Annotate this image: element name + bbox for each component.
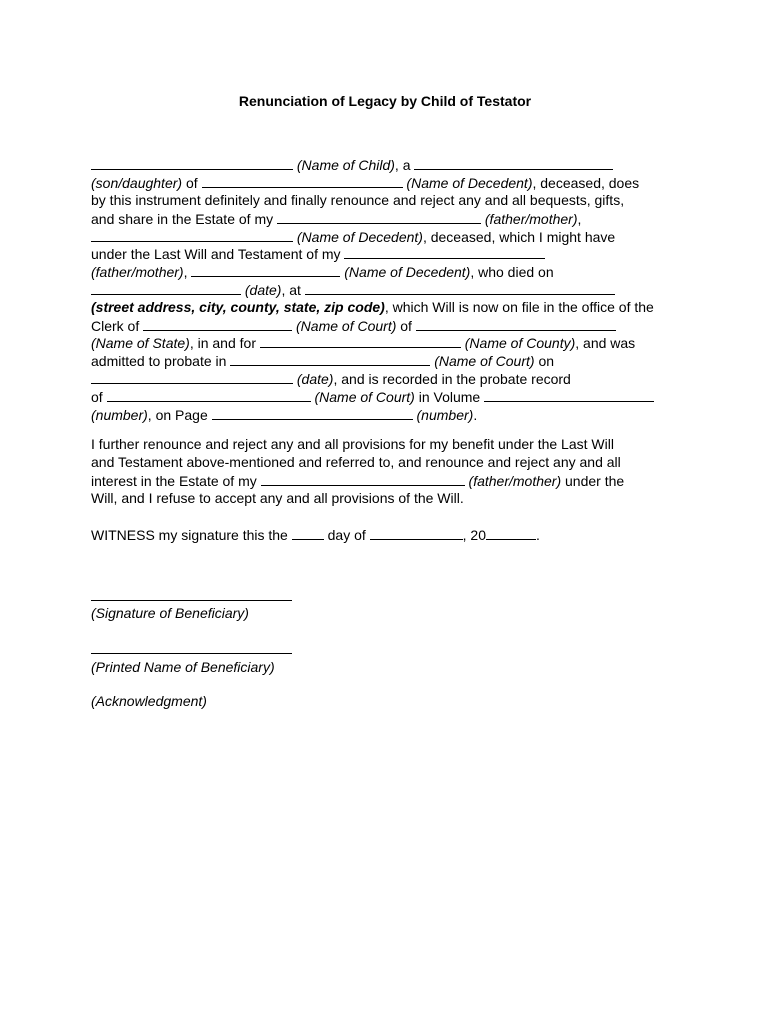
witness-line: WITNESS my signature this the day of , 20 . (91, 527, 540, 543)
body-line-1: (Name of Child), a (91, 155, 613, 174)
body-line-14: of (Name of Court) in Volume (91, 387, 654, 406)
signature-label: (Signature of Beneficiary) (91, 605, 249, 621)
body-line-9: (street address, city, county, state, zip code), which Will is now on file in the office of the (91, 299, 654, 315)
body-line-5: (Name of Decedent), deceased, which I might have (91, 227, 615, 246)
body-line-7: (father/mother), (Name of Decedent), who died on (91, 264, 554, 280)
page-blank[interactable] (212, 405, 413, 420)
para2-line-2: and Testament above-mentioned and referred to, and renounce and reject any and all (91, 454, 621, 470)
decedent-name-blank-3[interactable] (191, 262, 340, 277)
clerk-court-blank[interactable] (143, 316, 292, 331)
acknowledgment-label: (Acknowledgment) (91, 693, 207, 709)
para2-line-4: Will, and I refuse to accept any and all provisions of the Will. (91, 490, 464, 506)
county-blank[interactable] (260, 333, 461, 348)
body-line-4: and share in the Estate of my (father/mother), (91, 211, 582, 227)
body-line-2: (son/daughter) of (Name of Decedent), deceased, does (91, 175, 640, 191)
body-line-8: (date), at (91, 280, 615, 299)
para2-line-3: interest in the Estate of my (father/mother) under the (91, 473, 625, 489)
document-title: Renunciation of Legacy by Child of Testator (238, 93, 532, 109)
interest-estate-blank[interactable] (261, 471, 465, 486)
relation-blank[interactable] (414, 155, 613, 170)
child-name-blank[interactable] (91, 155, 293, 170)
probate-court-blank[interactable] (230, 351, 430, 366)
body-line-6: under the Last Will and Testament of my (91, 244, 545, 263)
will-of-blank[interactable] (344, 244, 545, 259)
estate-blank[interactable] (277, 209, 481, 224)
body-line-13: (date), and is recorded in the probate record (91, 369, 571, 388)
state-blank[interactable] (416, 316, 616, 331)
probate-date-blank[interactable] (91, 369, 293, 384)
volume-blank[interactable] (484, 387, 654, 402)
month-blank[interactable] (370, 525, 463, 540)
printed-name-line[interactable] (91, 653, 292, 654)
death-date-blank[interactable] (91, 280, 241, 295)
body-line-10: Clerk of (Name of Court) of (91, 316, 616, 335)
body-line-11: (Name of State), in and for (Name of County), and was (91, 335, 636, 351)
signature-line[interactable] (91, 600, 292, 601)
body-line-3: by this instrument definitely and finally renounce and reject any and all bequests, gifts, (91, 192, 625, 208)
decedent-name-blank-2[interactable] (91, 227, 293, 242)
year-blank[interactable] (486, 525, 536, 540)
para2-line-1: I further renounce and reject any and all provisions for my benefit under the Last Will (91, 436, 614, 452)
printed-name-label: (Printed Name of Beneficiary) (91, 659, 275, 675)
decedent-name-blank[interactable] (202, 173, 403, 188)
record-court-blank[interactable] (107, 387, 311, 402)
death-place-blank[interactable] (305, 280, 615, 295)
body-line-12: admitted to probate in (Name of Court) on (91, 353, 555, 369)
body-line-15: (number), on Page (number). (91, 407, 478, 423)
day-blank[interactable] (292, 525, 324, 540)
